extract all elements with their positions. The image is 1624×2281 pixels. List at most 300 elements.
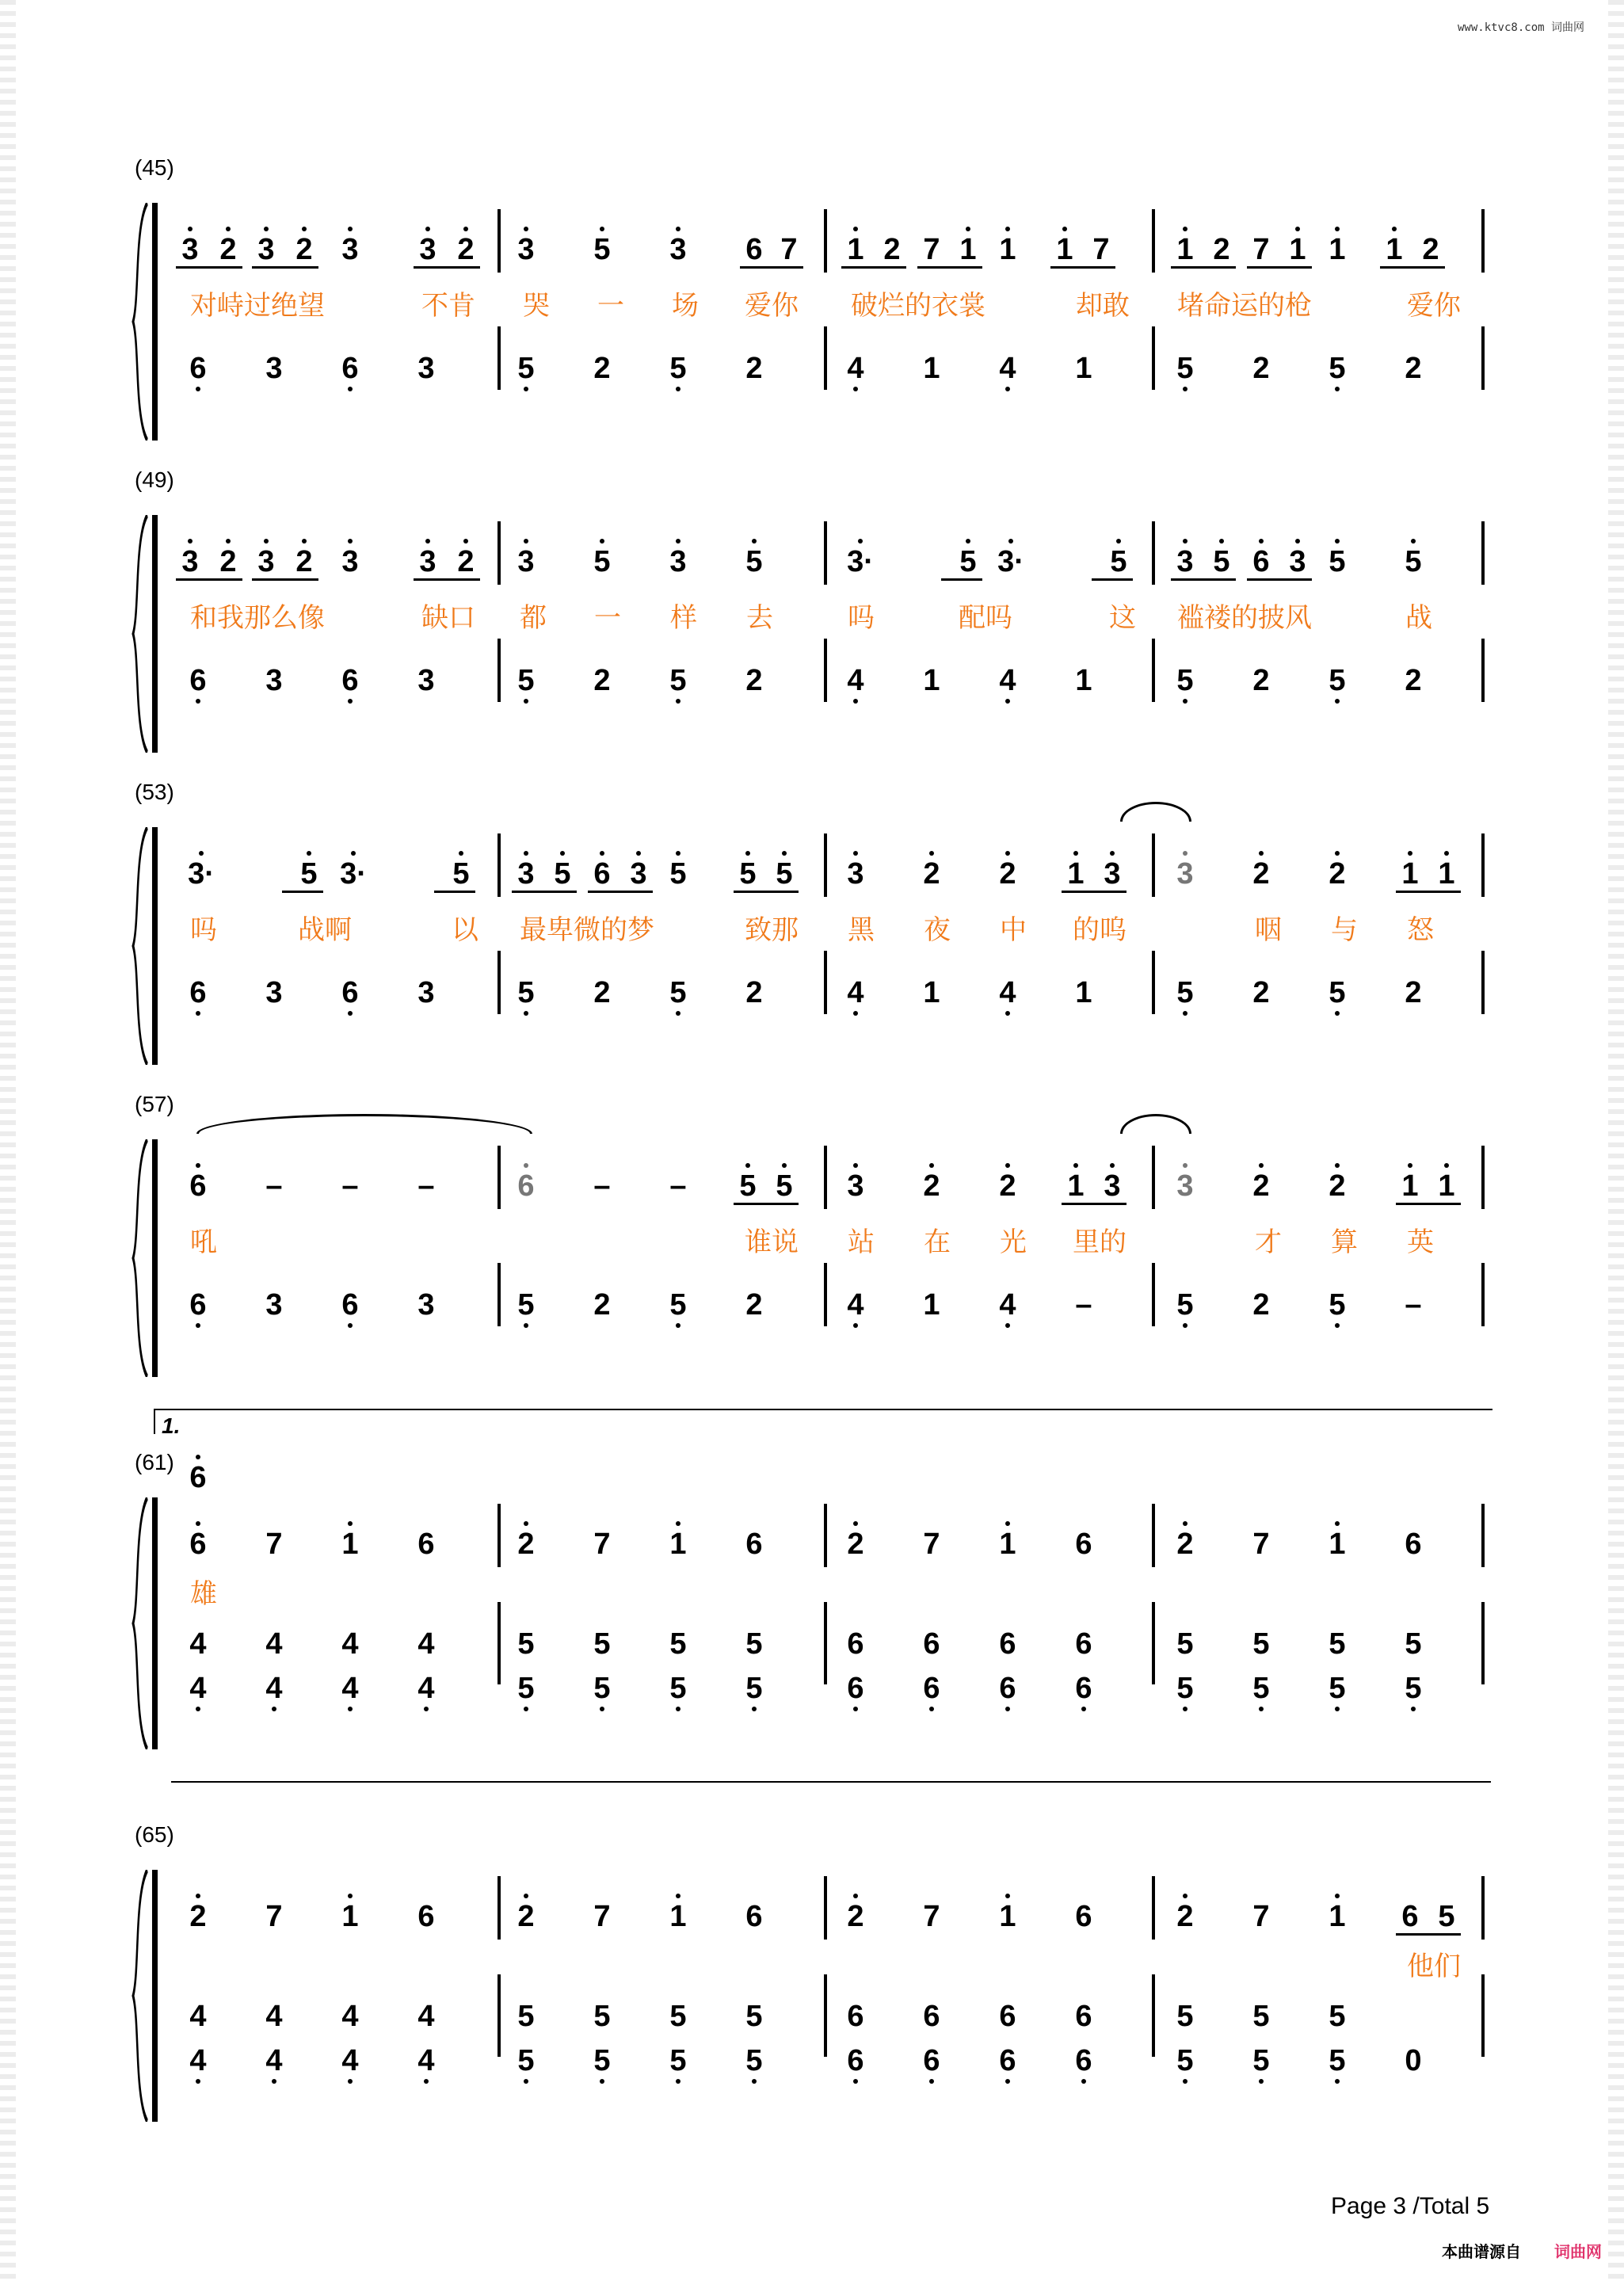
barline xyxy=(1481,639,1485,702)
note: 6 xyxy=(182,666,214,696)
barline xyxy=(824,326,827,390)
note: 6 xyxy=(182,353,214,383)
barline xyxy=(1481,951,1485,1014)
note: 3 xyxy=(510,547,542,577)
system-brace xyxy=(132,1139,149,1377)
note: 6 xyxy=(916,1673,947,1703)
note: 4 xyxy=(840,666,871,696)
barline xyxy=(497,639,501,702)
site-watermark: www.ktvc8.com 词曲网 xyxy=(1457,21,1584,34)
note: 3 xyxy=(265,664,283,697)
note: 3 xyxy=(662,235,694,265)
note: 2 xyxy=(1245,859,1277,889)
lyric: 缺口 xyxy=(421,602,475,634)
note: 1 xyxy=(1282,235,1313,265)
note: 3 xyxy=(1169,859,1201,889)
note: 5 xyxy=(662,353,694,383)
note: 4 xyxy=(334,1673,366,1703)
lyric: 一 xyxy=(597,290,624,322)
note: 6 xyxy=(334,978,366,1008)
barline xyxy=(1481,1146,1485,1209)
measure-number: (61) xyxy=(135,1450,174,1474)
note: 6 xyxy=(745,1528,763,1561)
note: 2 xyxy=(1206,235,1237,265)
note: 5 xyxy=(517,1627,535,1661)
measure-number: (65) xyxy=(135,1822,174,1847)
barline xyxy=(1152,1146,1155,1209)
note: 5 xyxy=(293,859,325,889)
barline xyxy=(497,521,501,585)
tie xyxy=(1120,802,1191,822)
note: 5 xyxy=(1321,1290,1353,1320)
barline xyxy=(1481,326,1485,390)
note: 3· xyxy=(844,547,876,577)
note: 6 xyxy=(586,859,618,889)
lyric: 最卑微的梦 xyxy=(520,914,654,946)
note: 5 xyxy=(732,859,764,889)
note: 4 xyxy=(265,2000,283,2033)
barline xyxy=(497,209,501,273)
note: 4 xyxy=(341,2000,359,2033)
note: 2 xyxy=(1169,1901,1201,1932)
note: 2 xyxy=(182,1901,214,1932)
note: 5 xyxy=(1397,547,1429,577)
note: 3 xyxy=(1096,859,1128,889)
lyric: 都 xyxy=(520,602,547,634)
note: 5 xyxy=(1321,2046,1353,2076)
note: 6 xyxy=(1405,1528,1422,1561)
lyric: 哭 xyxy=(523,290,550,322)
lyric: 夜 xyxy=(924,914,951,946)
system-brace xyxy=(132,827,149,1065)
note: 1 xyxy=(923,1288,940,1322)
barline xyxy=(497,1504,501,1567)
note: 5 xyxy=(745,2000,763,2033)
note: 1 xyxy=(992,1901,1024,1932)
note: 5 xyxy=(1321,547,1353,577)
note: 2 xyxy=(510,1901,542,1932)
note: 6 xyxy=(182,1171,214,1201)
note: 7 xyxy=(265,1528,283,1561)
note: 5 xyxy=(738,547,770,577)
note: 3 xyxy=(265,352,283,385)
note: 6 xyxy=(1068,1673,1100,1703)
lyric: 里的 xyxy=(1073,1226,1127,1258)
note: 2 xyxy=(916,859,947,889)
lyric: 和我那么像 xyxy=(190,602,325,634)
barline xyxy=(824,1146,827,1209)
barline xyxy=(824,639,827,702)
barline xyxy=(1152,326,1155,390)
brand-logo: 词曲网 xyxy=(1554,2244,1602,2261)
note: 5 xyxy=(768,1171,800,1201)
lyric: 却敢 xyxy=(1076,290,1130,322)
system-left-bar xyxy=(152,515,158,753)
note: 6 xyxy=(334,666,366,696)
note: 6 xyxy=(847,1627,864,1661)
note: – xyxy=(593,1169,611,1203)
source-label: 本曲谱源自 xyxy=(1442,2244,1521,2261)
note: 5 xyxy=(1176,1627,1194,1661)
note: 7 xyxy=(1085,235,1117,265)
lyric: 爱你 xyxy=(1407,290,1461,322)
system-left-bar xyxy=(152,203,158,441)
note: 3 xyxy=(265,976,283,1009)
note: 5 xyxy=(1321,1673,1353,1703)
lyric: 爱你 xyxy=(745,290,799,322)
lyric: 雄 xyxy=(190,1578,217,1610)
note: 4 xyxy=(182,1673,214,1703)
lyric: 中 xyxy=(1000,914,1027,946)
note: 5 xyxy=(510,353,542,383)
note: 4 xyxy=(992,353,1024,383)
system-left-bar xyxy=(152,827,158,1065)
lyric: 不肯 xyxy=(421,290,475,322)
note: 2 xyxy=(745,1288,763,1322)
note: 1 xyxy=(1075,352,1092,385)
note: 5 xyxy=(510,1290,542,1320)
lyric: 吼 xyxy=(190,1226,217,1258)
note: 1 xyxy=(1060,1171,1092,1201)
lyric: 在 xyxy=(924,1226,951,1258)
measure-number: (45) xyxy=(135,155,174,180)
barline xyxy=(1481,833,1485,897)
note: 5 xyxy=(738,2046,770,2076)
lyric: 堵命运的枪 xyxy=(1177,290,1312,322)
note: 1 xyxy=(923,352,940,385)
note: 3 xyxy=(417,976,435,1009)
lyric: 与 xyxy=(1331,914,1358,946)
note: 3 xyxy=(412,547,444,577)
note: 6 xyxy=(923,2000,940,2033)
note: 2 xyxy=(1252,352,1270,385)
barline xyxy=(1152,1504,1155,1567)
note: 3 xyxy=(334,547,366,577)
barline xyxy=(824,521,827,585)
note: 6 xyxy=(847,2000,864,2033)
note: 6 xyxy=(510,1171,542,1201)
barline xyxy=(1481,521,1485,585)
lyric: 场 xyxy=(672,290,699,322)
lyric: 光 xyxy=(1000,1226,1027,1258)
note: 4 xyxy=(258,1673,290,1703)
barline xyxy=(824,1974,827,2057)
note: 2 xyxy=(916,1171,947,1201)
note: 7 xyxy=(1252,1528,1270,1561)
measure-number: (53) xyxy=(135,780,174,804)
note: 6 xyxy=(1075,1900,1092,1933)
note: 2 xyxy=(450,547,482,577)
note: 1 xyxy=(923,664,940,697)
note: 5 xyxy=(1176,2000,1194,2033)
section-rule xyxy=(171,1781,1491,1783)
note: 5 xyxy=(586,2046,618,2076)
lyric: 谁说 xyxy=(745,1226,799,1258)
note: 1 xyxy=(662,1529,694,1559)
lyric: 才 xyxy=(1255,1226,1282,1258)
note: 6 xyxy=(840,2046,871,2076)
note: 6 xyxy=(334,1290,366,1320)
note: 5 xyxy=(517,2000,535,2033)
note: 4 xyxy=(334,2046,366,2076)
note: 5 xyxy=(662,1290,694,1320)
note: 2 xyxy=(1169,1529,1201,1559)
lyric: 他们 xyxy=(1407,1951,1461,1982)
barline xyxy=(497,1876,501,1940)
note: 3 xyxy=(417,664,435,697)
barline xyxy=(1152,1974,1155,2057)
lyric: 站 xyxy=(848,1226,875,1258)
note: 5 xyxy=(1329,1627,1346,1661)
lyric: 吗 xyxy=(190,914,217,946)
note: 3 xyxy=(840,1171,871,1201)
note: 5 xyxy=(662,2046,694,2076)
note: 5 xyxy=(768,859,800,889)
note: 3 xyxy=(1096,1171,1128,1201)
note: 3 xyxy=(417,352,435,385)
note: 2 xyxy=(745,352,763,385)
note: 6 xyxy=(992,2046,1024,2076)
note: 2 xyxy=(593,352,611,385)
volta-bracket xyxy=(154,1409,1492,1434)
system-left-bar xyxy=(152,1870,158,2122)
note: 4 xyxy=(341,1627,359,1661)
note: 6 xyxy=(840,1673,871,1703)
note: 2 xyxy=(593,1288,611,1322)
lyric: 配吗 xyxy=(959,602,1012,634)
barline xyxy=(1481,1876,1485,1940)
note: 7 xyxy=(923,1900,940,1933)
system-left-bar xyxy=(152,1497,158,1749)
note: 7 xyxy=(1252,1900,1270,1933)
note: 1 xyxy=(1431,859,1462,889)
note: 2 xyxy=(212,547,244,577)
barline xyxy=(1481,1263,1485,1326)
note: – xyxy=(669,1169,687,1203)
note: 2 xyxy=(593,664,611,697)
note: 4 xyxy=(992,978,1024,1008)
note: 4 xyxy=(265,1627,283,1661)
lyric: 咽 xyxy=(1255,914,1282,946)
measure-number: (49) xyxy=(135,467,174,492)
lyric: 以 xyxy=(452,914,478,946)
note: 7 xyxy=(923,1528,940,1561)
note: 1 xyxy=(662,1901,694,1932)
note: 5 xyxy=(1321,978,1353,1008)
note: 5 xyxy=(1245,2046,1277,2076)
note: 2 xyxy=(992,859,1024,889)
system-left-bar xyxy=(152,1139,158,1377)
barline xyxy=(1152,951,1155,1014)
barline xyxy=(1152,1263,1155,1326)
note: 2 xyxy=(593,976,611,1009)
note: 5 xyxy=(669,1627,687,1661)
note: 2 xyxy=(1252,1288,1270,1322)
barline xyxy=(1481,209,1485,273)
barline xyxy=(497,1146,501,1209)
note: 4 xyxy=(840,978,871,1008)
note: 5 xyxy=(1245,1673,1277,1703)
tie xyxy=(1120,1114,1191,1134)
barline xyxy=(1152,1602,1155,1684)
note: 2 xyxy=(1405,976,1422,1009)
note: 5 xyxy=(1252,1627,1270,1661)
note: 1 xyxy=(1169,235,1201,265)
note: 2 xyxy=(1321,1171,1353,1201)
note: 1 xyxy=(1321,1529,1353,1559)
lyric: 褴褛的披风 xyxy=(1177,602,1312,634)
barline xyxy=(497,1263,501,1326)
note: 4 xyxy=(258,2046,290,2076)
lyric: 英 xyxy=(1407,1226,1434,1258)
note: 1 xyxy=(1394,1171,1426,1201)
note: 6 xyxy=(1245,547,1277,577)
note: 4 xyxy=(992,666,1024,696)
note: 3 xyxy=(174,235,206,265)
note: – xyxy=(265,1169,283,1203)
note: 2 xyxy=(1252,664,1270,697)
note: 4 xyxy=(840,353,871,383)
note: 1 xyxy=(840,235,871,265)
lyric: 的呜 xyxy=(1073,914,1127,946)
note: 6 xyxy=(417,1900,435,1933)
note: 5 xyxy=(445,859,477,889)
tie xyxy=(196,1114,532,1134)
note: 2 xyxy=(510,1529,542,1559)
note: 5 xyxy=(1169,666,1201,696)
note: 4 xyxy=(417,1627,435,1661)
note: 3 xyxy=(510,235,542,265)
note: 5 xyxy=(669,2000,687,2033)
barline xyxy=(824,833,827,897)
barline xyxy=(497,1974,501,2057)
note: 6 xyxy=(992,1673,1024,1703)
note: 5 xyxy=(586,547,618,577)
note: 5 xyxy=(732,1171,764,1201)
lyric: 一 xyxy=(594,602,621,634)
note: – xyxy=(1075,1288,1092,1322)
system-brace xyxy=(132,515,149,753)
note: 6 xyxy=(182,1463,214,1493)
left-margin-strip xyxy=(0,0,16,2281)
note: 4 xyxy=(189,1627,207,1661)
note: 4 xyxy=(410,2046,442,2076)
note: 3· xyxy=(337,859,369,889)
note: 6 xyxy=(182,1529,214,1559)
note: 1 xyxy=(334,1901,366,1932)
note: 2 xyxy=(288,235,320,265)
note: 1 xyxy=(1049,235,1081,265)
volta-label: 1. xyxy=(162,1413,181,1438)
note: 5 xyxy=(1103,547,1134,577)
note: 2 xyxy=(1415,235,1447,265)
note: 5 xyxy=(1405,1627,1422,1661)
note: 3· xyxy=(185,859,217,889)
note: 5 xyxy=(1169,1673,1201,1703)
note: 5 xyxy=(593,1627,611,1661)
lyric: 吗 xyxy=(848,602,875,634)
note: 1 xyxy=(992,1529,1024,1559)
note: 6 xyxy=(182,978,214,1008)
note: 3 xyxy=(412,235,444,265)
note: 5 xyxy=(745,1627,763,1661)
note: 6 xyxy=(334,353,366,383)
note: 2 xyxy=(450,235,482,265)
note: 5 xyxy=(1321,353,1353,383)
note: 3 xyxy=(250,235,282,265)
lyric: 对峙过绝望 xyxy=(190,290,325,322)
barline xyxy=(1152,521,1155,585)
barline xyxy=(824,1876,827,1940)
note: 4 xyxy=(182,2046,214,2076)
note: 3 xyxy=(174,547,206,577)
note: 6 xyxy=(1075,1627,1092,1661)
barline xyxy=(497,1602,501,1684)
note: 2 xyxy=(745,976,763,1009)
lyric: 战啊 xyxy=(298,914,352,946)
note: 5 xyxy=(662,978,694,1008)
note: 5 xyxy=(586,235,618,265)
note: 1 xyxy=(952,235,984,265)
note: 2 xyxy=(1245,1171,1277,1201)
note: 2 xyxy=(745,664,763,697)
barline xyxy=(497,326,501,390)
note: 4 xyxy=(410,1673,442,1703)
barline xyxy=(1152,209,1155,273)
note: 3 xyxy=(510,859,542,889)
lyric: 致那 xyxy=(745,914,799,946)
note: 1 xyxy=(1321,235,1353,265)
system-brace xyxy=(132,1497,149,1749)
note: 3 xyxy=(334,235,366,265)
note: 3· xyxy=(995,547,1027,577)
note: 1 xyxy=(1321,1901,1353,1932)
barline xyxy=(1152,639,1155,702)
note: 4 xyxy=(992,1290,1024,1320)
note: 2 xyxy=(1321,859,1353,889)
note: 5 xyxy=(1169,1290,1201,1320)
note: 5 xyxy=(586,1673,618,1703)
system-brace xyxy=(132,1870,149,2122)
note: 3 xyxy=(265,1288,283,1322)
note: 0 xyxy=(1405,2044,1422,2077)
note: 5 xyxy=(1169,2046,1201,2076)
note: – xyxy=(417,1169,435,1203)
lyric: 破烂的衣裳 xyxy=(851,290,985,322)
note: 5 xyxy=(1397,1673,1429,1703)
lyric: 去 xyxy=(746,602,773,634)
note: – xyxy=(1405,1288,1422,1322)
note: 1 xyxy=(1075,664,1092,697)
note: 4 xyxy=(840,1290,871,1320)
note: 6 xyxy=(1075,1528,1092,1561)
note: 2 xyxy=(840,1529,871,1559)
note: 3 xyxy=(250,547,282,577)
note: 2 xyxy=(1405,352,1422,385)
barline xyxy=(1481,1974,1485,2057)
barline xyxy=(1152,1876,1155,1940)
note: 2 xyxy=(288,547,320,577)
note: 6 xyxy=(916,2046,947,2076)
note: – xyxy=(341,1169,359,1203)
note: 2 xyxy=(992,1171,1024,1201)
lyric: 这 xyxy=(1109,602,1136,634)
barline xyxy=(824,951,827,1014)
note: 5 xyxy=(662,666,694,696)
note: 6 xyxy=(417,1528,435,1561)
note: 7 xyxy=(773,235,805,265)
note: 6 xyxy=(1394,1901,1426,1932)
